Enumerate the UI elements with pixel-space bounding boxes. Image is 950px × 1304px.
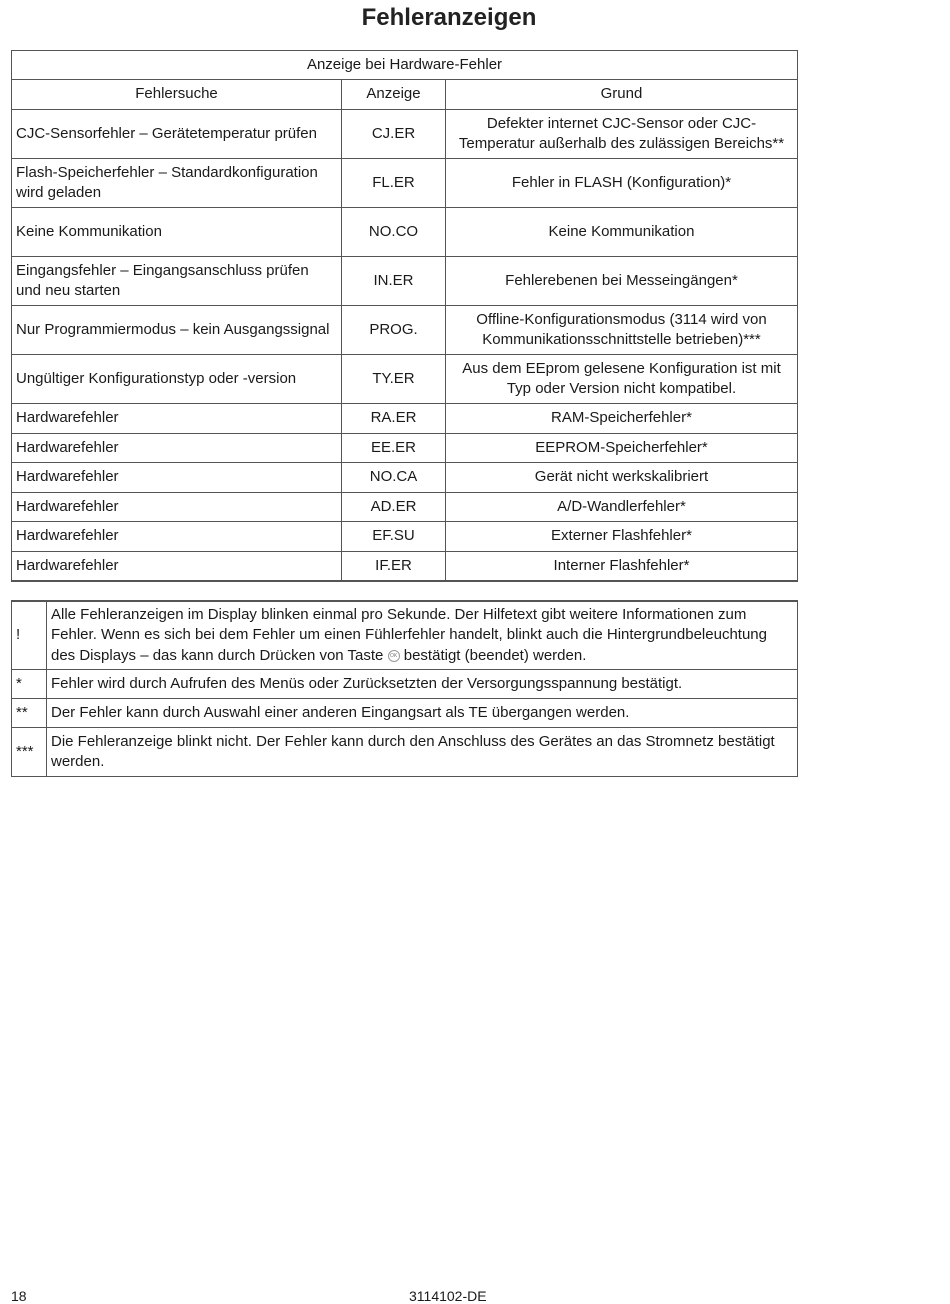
cell-fehlersuche: Hardwarefehler (12, 522, 342, 552)
table-row (12, 492, 798, 522)
cell-fehlersuche: Hardwarefehler (12, 433, 342, 463)
table-row (12, 208, 798, 257)
cell-anzeige: RA.ER (342, 404, 446, 434)
cell-grund: RAM-Speicherfehler* (446, 404, 798, 434)
header-fehlersuche: Fehlersuche (12, 80, 342, 110)
page-title: Fehleranzeigen (361, 4, 537, 31)
cell-anzeige: TY.ER (342, 355, 446, 404)
note-text-part: bestätigt (beendet) werden. (403, 646, 587, 664)
cell-fehlersuche: Hardwarefehler (12, 404, 342, 434)
cell-grund: EEPROM-Speicherfehler* (446, 433, 798, 463)
cell-fehlersuche: Keine Kommunikation (12, 208, 342, 257)
cell-grund: Keine Kommunikation (446, 208, 798, 257)
cell-fehlersuche: Eingangsfehler – Eingangsanschluss prüfen und neu starten (12, 257, 342, 306)
cell-grund: Offline-Konfigurationsmodus (3114 wird von Kommunikationsschnittstelle betrieben)*** (446, 306, 798, 355)
notes-table (11, 600, 798, 777)
cell-anzeige: PROG. (342, 306, 446, 355)
note-row (12, 699, 798, 728)
page-number: 18 (11, 1288, 27, 1304)
cell-grund: Defekter internet CJC-Sensor oder CJC-Temperatur außerhalb des zulässigen Bereichs** (446, 110, 798, 159)
cell-grund: Aus dem EEprom gelesene Konfiguration ist mit Typ oder Version nicht kompatibel. (446, 355, 798, 404)
table-row (12, 110, 798, 159)
cell-grund: Fehlerebenen bei Messeingängen* (446, 257, 798, 306)
cell-anzeige: AD.ER (342, 492, 446, 522)
table-row (12, 404, 798, 434)
note-symbol: ! (12, 601, 47, 670)
table-row (12, 463, 798, 493)
note-symbol: * (12, 670, 47, 699)
cell-fehlersuche: Hardwarefehler (12, 463, 342, 493)
ok-key-icon: OK (388, 650, 400, 662)
table-row (12, 355, 798, 404)
note-row (12, 601, 798, 670)
cell-grund: Gerät nicht werkskalibriert (446, 463, 798, 493)
error-table (11, 50, 798, 582)
table-row (12, 433, 798, 463)
table-row (12, 306, 798, 355)
cell-fehlersuche: Hardwarefehler (12, 551, 342, 581)
cell-anzeige: EF.SU (342, 522, 446, 552)
cell-anzeige: CJ.ER (342, 110, 446, 159)
cell-grund: A/D-Wandlerfehler* (446, 492, 798, 522)
table-row (12, 257, 798, 306)
note-text: Der Fehler kann durch Auswahl einer anderen Eingangsart als TE übergangen werden. (47, 699, 798, 728)
note-text: Fehler wird durch Aufrufen des Menüs oder Zurücksetzten der Versorgungsspannung bestätigt. (47, 670, 798, 699)
note-row (12, 670, 798, 699)
cell-fehlersuche: Nur Programmiermodus – kein Ausgangssignal (12, 306, 342, 355)
cell-grund: Interner Flashfehler* (446, 551, 798, 581)
header-anzeige: Anzeige (342, 80, 446, 110)
table-caption: Anzeige bei Hardware-Fehler (12, 51, 798, 80)
cell-anzeige: EE.ER (342, 433, 446, 463)
document-id: 3114102-DE (409, 1288, 487, 1304)
cell-anzeige: NO.CA (342, 463, 446, 493)
note-symbol: *** (12, 728, 47, 777)
table-row (12, 551, 798, 581)
table-row (12, 522, 798, 552)
note-text-part: Alle Fehleranzeigen im Display blinken einmal pro Sekunde. Der Hilfetext gibt weitere Informationen zum Fehler. Wenn es sich bei dem Fehler um einen Fühlerfehler handelt, blinkt auch die Hintergrundbeleuchtung des Displays – das kann durch Drücken von Taste (51, 605, 767, 664)
note-symbol: ** (12, 699, 47, 728)
cell-anzeige: IF.ER (342, 551, 446, 581)
cell-grund: Externer Flashfehler* (446, 522, 798, 552)
note-row (12, 728, 798, 777)
cell-fehlersuche: CJC-Sensorfehler – Gerätetemperatur prüfen (12, 110, 342, 159)
header-grund: Grund (446, 80, 798, 110)
cell-fehlersuche: Hardwarefehler (12, 492, 342, 522)
cell-fehlersuche: Ungültiger Konfigurationstyp oder -version (12, 355, 342, 404)
cell-fehlersuche: Flash-Speicherfehler – Standardkonfiguration wird geladen (12, 159, 342, 208)
cell-anzeige: NO.CO (342, 208, 446, 257)
cell-anzeige: IN.ER (342, 257, 446, 306)
cell-anzeige: FL.ER (342, 159, 446, 208)
table-row (12, 159, 798, 208)
note-text: Die Fehleranzeige blinkt nicht. Der Fehler kann durch den Anschluss des Gerätes an das Stromnetz bestätigt werden. (47, 728, 798, 777)
note-text (47, 601, 798, 670)
cell-grund: Fehler in FLASH (Konfiguration)* (446, 159, 798, 208)
